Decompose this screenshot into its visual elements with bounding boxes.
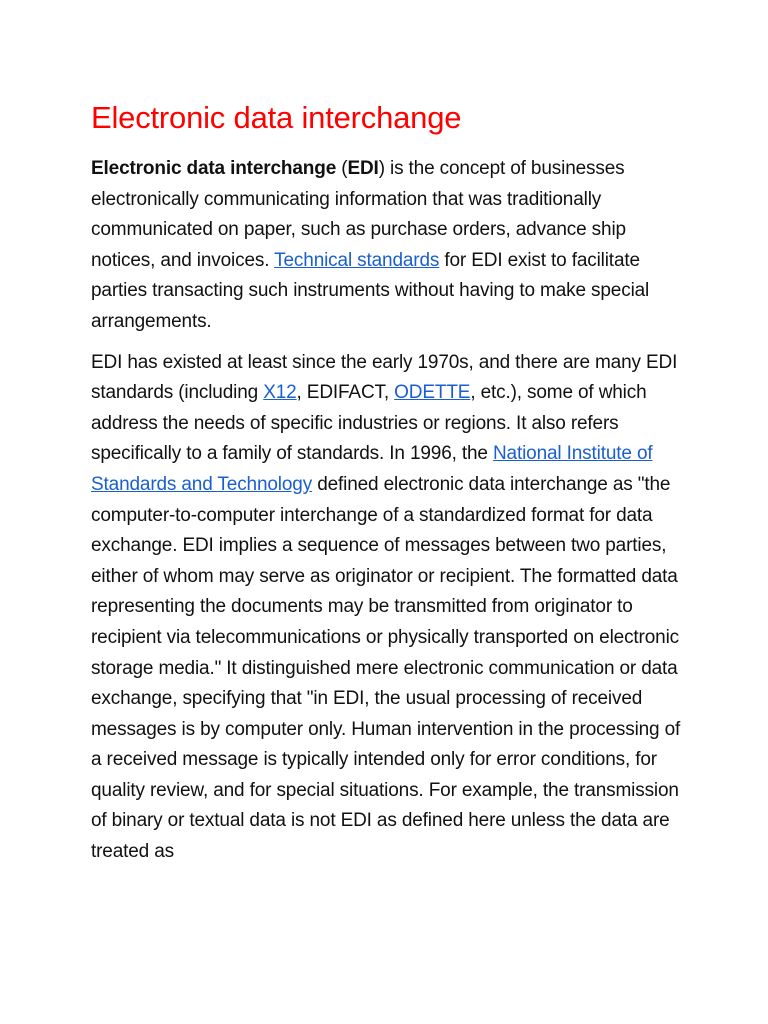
paragraph-text: EDI has existed at least since the early 1970s, and there are many EDI standards (including <box>91 351 678 404</box>
history-paragraph <box>91 348 691 868</box>
page-title: Electronic data interchange <box>91 100 462 135</box>
bold-abbrev: EDI <box>347 158 379 179</box>
paragraph-text: ( <box>336 158 348 179</box>
paragraph-text: defined electronic data interchange as "the computer-to-computer interchange of a standardized format for data exchange. EDI implies a sequence of messages between two parties, either of whom may serve as originator or recipient. The formatted data representing the documents may be transmitted from originator to recipient via telecommunications or physically transported on electronic storage media." It distinguished mere electronic communication or data exchange, specifying that "in EDI, the usual processing of received messages is by computer only. Human intervention in the processing of a received message is typically intended only for error conditions, for quality review, and for special situations. For example, the transmission of binary or textual data is not EDI as defined here unless the data are treated as <box>91 473 681 863</box>
intro-paragraph <box>91 154 691 338</box>
document-page <box>91 96 691 878</box>
link-x12[interactable]: X12 <box>263 382 297 404</box>
paragraph-text: , etc.), some of which address the needs of specific industries or regions. It also refers specifically to a family of standards. In 1996, the <box>91 382 647 465</box>
bold-term: Electronic data interchange <box>91 158 337 179</box>
paragraph-text: , EDIFACT, <box>296 382 395 404</box>
link-technical-standards[interactable]: Technical standards <box>274 249 440 271</box>
paragraph-text: for EDI exist to facilitate parties transacting such instruments without having to make special arrangements. <box>91 249 650 332</box>
paragraph-text: ) is the concept of businesses electronically communicating information that was traditionally communicated on paper, such as purchase orders, advance ship notices, and invoices. <box>91 158 626 271</box>
link-nist[interactable]: National Institute of Standards and Technology <box>91 443 653 495</box>
link-odette[interactable]: ODETTE <box>394 382 471 404</box>
